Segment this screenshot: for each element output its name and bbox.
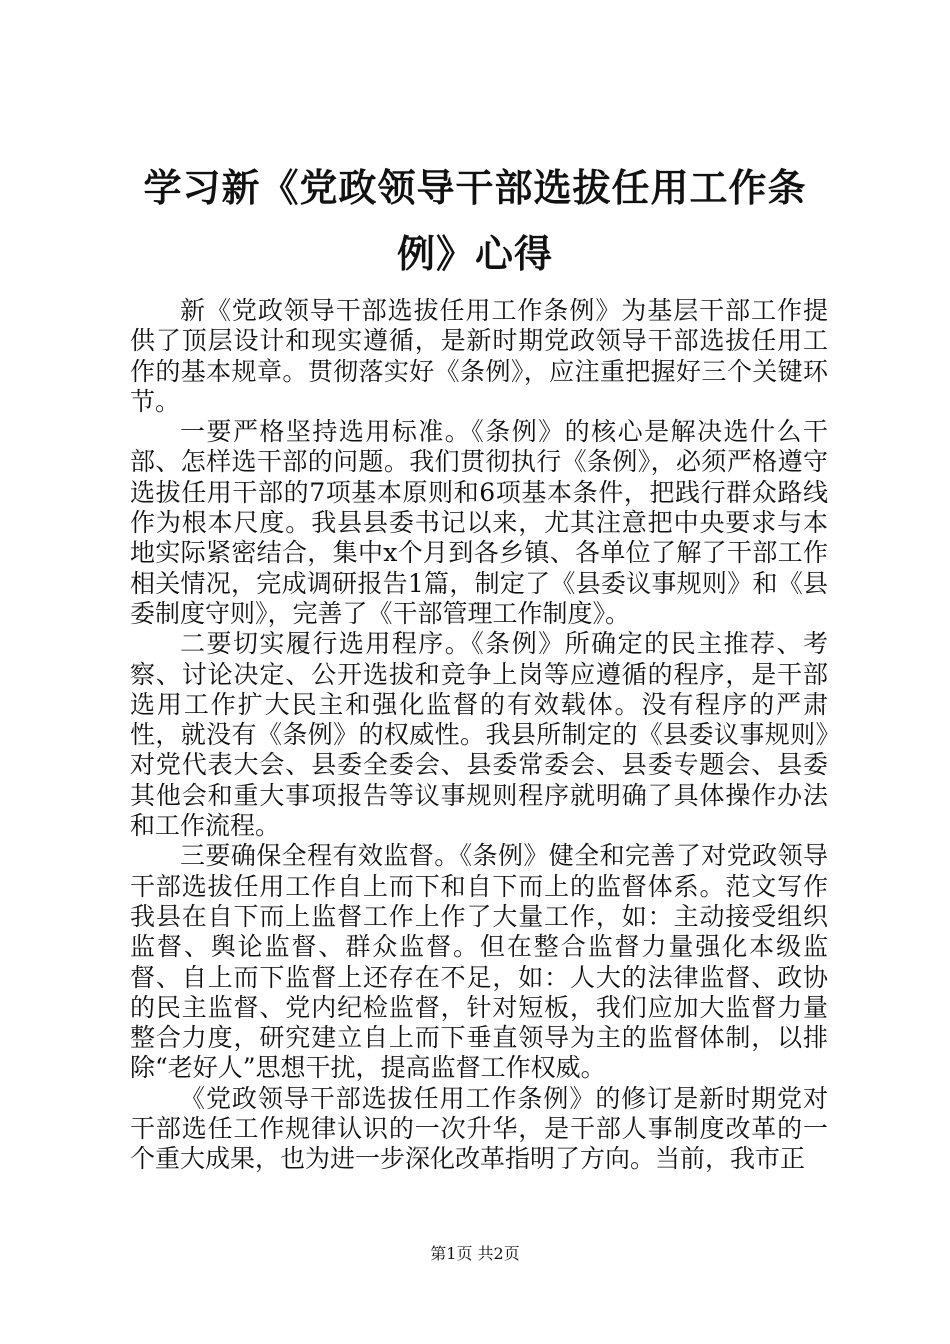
paragraph-supervision: 三要确保全程有效监督。《条例》健全和完善了对党政领导干部选拔任用工作自上而下和自下而上的监督体系。范文写作我县在自下而上监督工作上作了大量工作，如：主动接受组织监督、舆论监督、群众监督。但在整合监督力量强化本级监督、自上而下监督上还存在不足，如：人大的法律监督、政协的民主监督、党内纪检监督，针对短板，我们应加大监督力量整合力度，研究建立自上而下垂直领导为主的监督体制，以排除“老好人”思想干扰，提高监督工作权威。 — [130, 841, 828, 1083]
paragraph-conclusion: 《党政领导干部选拔任用工作条例》的修订是新时期党对干部选任工作规律认识的一次升华，是干部人事制度改革的一个重大成果，也为进一步深化改革指明了方向。当前，我市正 — [130, 1083, 828, 1174]
paragraph-procedures: 二要切实履行选用程序。《条例》所确定的民主推荐、考察、讨论决定、公开选拔和竞争上岗等应遵循的程序，是干部选用工作扩大民主和强化监督的有效载体。没有程序的严肃性，就没有《条例》的权威性。我县所制定的《县委议事规则》对党代表大会、县委全委会、县委常委会、县委专题会、县委其他会和重大事项报告等议事规则程序就明确了具体操作办法和工作流程。 — [130, 629, 828, 841]
paragraph-standards: 一要严格坚持选用标准。《条例》的核心是解决选什么干部、怎样选干部的问题。我们贯彻执行《条例》，必须严格遵守选拔任用干部的7项基本原则和6项基本条件，把践行群众路线作为根本尺度。我县县委书记以来，尤其注意把中央要求与本地实际紧密结合，集中x个月到各乡镇、各单位了解了干部工作相关情况，完成调研报告1篇，制定了《县委议事规则》和《县委制度守则》，完善了《干部管理工作制度》。 — [130, 417, 828, 628]
page-number-footer: 第1页 共2页 — [430, 1244, 520, 1263]
document-body — [130, 296, 828, 1175]
document-title: 学习新《党政领导干部选拔任用工作条例》心得 — [143, 165, 807, 276]
paragraph-intro: 新《党政领导干部选拔任用工作条例》为基层干部工作提供了顶层设计和现实遵循，是新时期党政领导干部选拔任用工作的基本规章。贯彻落实好《条例》，应注重把握好三个关键环节。 — [130, 296, 828, 416]
